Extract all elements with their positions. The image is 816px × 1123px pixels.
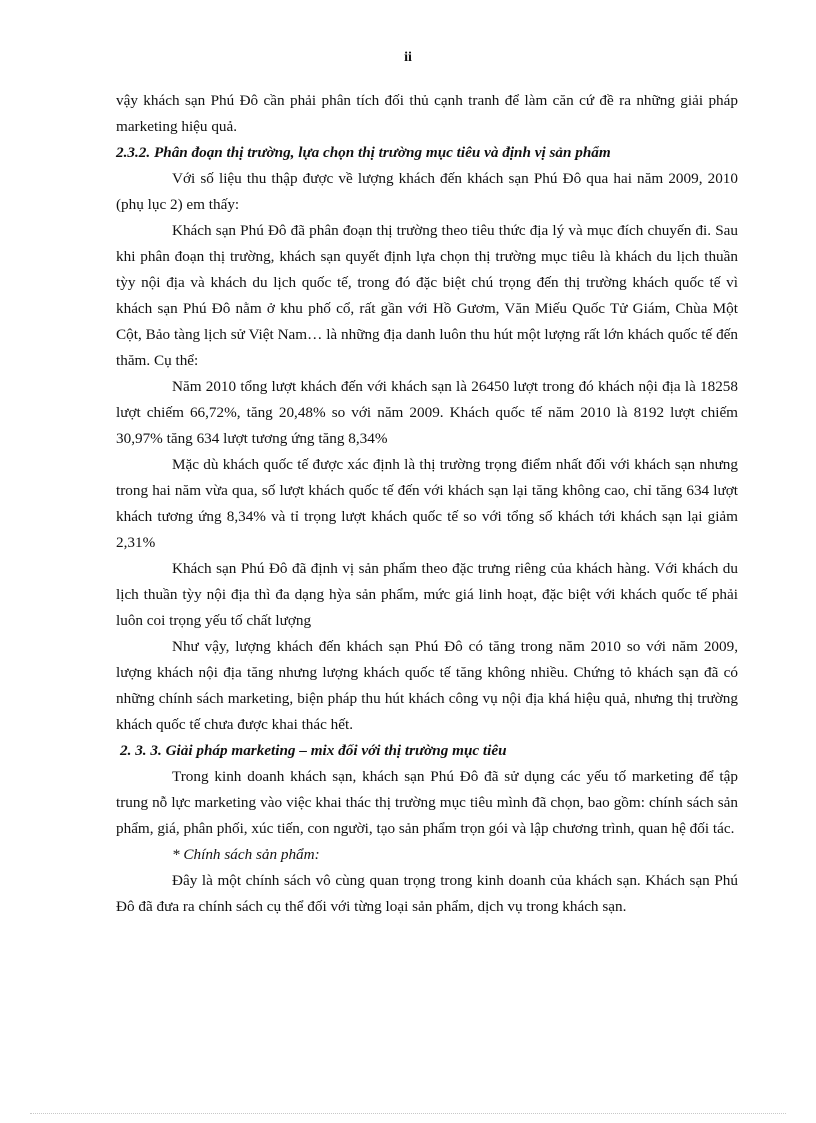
paragraph: Như vậy, lượng khách đến khách sạn Phú Đô có tăng trong năm 2010 so với năm 2009, lượng khách nội địa tăng nhưng lượng khách quốc tế tăng không nhiều. Chứng tỏ khách sạn đã có những chính sách marketing, biện pháp thu hút khách công vụ nội địa khá hiệu quả, nhưng thị trường khách quốc tế chưa được khai thác hết. — [116, 638, 738, 733]
paragraph: Khách sạn Phú Đô đã định vị sản phẩm theo đặc trưng riêng của khách hàng. Với khách du lịch thuần tỳy nội địa thì đa dạng hỳa sản phẩm, mức giá linh hoạt, đặc biệt với khách quốc tế phải luôn coi trọng yếu tố chất lượng — [116, 560, 738, 629]
subheading-product-policy: * Chính sách sản phẩm: — [172, 846, 320, 863]
document-body — [116, 88, 738, 920]
page-number: ii — [404, 50, 412, 65]
paragraph: Khách sạn Phú Đô đã phân đoạn thị trường theo tiêu thức địa lý và mục đích chuyến đi. Sau khi phân đoạn thị trường, khách sạn quyết định lựa chọn thị trường mục tiêu là khách du lịch thuần tỳy nội địa và khách du lịch quốc tế, trong đó đặc biệt chú trọng đến thị trường khách quốc tế vì khách sạn Phú Đô nằm ở khu phố cổ, rất gần với Hồ Gươm, Văn Miếu Quốc Tử Giám, Chùa Một Cột, Bảo tàng lịch sử Việt Nam… là những địa danh luôn thu hút một lượng rất lớn khách quốc tế đến thăm. Cụ thể: — [116, 222, 738, 369]
paragraph: Đây là một chính sách vô cùng quan trọng trong kinh doanh của khách sạn. Khách sạn Phú Đô đã đưa ra chính sách cụ thể đối với từng loại sản phẩm, dịch vụ trong khách sạn. — [116, 872, 738, 915]
section-heading-2-3-3: 2. 3. 3. Giải pháp marketing – mix đối với thị trường mục tiêu — [120, 742, 507, 759]
page-bottom-divider — [30, 1113, 786, 1114]
paragraph: Mặc dù khách quốc tế được xác định là thị trường trọng điểm nhất đối với khách sạn nhưng trong hai năm vừa qua, số lượt khách quốc tế đến với khách sạn lại tăng không cao, chỉ tăng 634 lượt khách tương ứng 8,34% và tỉ trọng lượt khách quốc tế so với tổng số khách tới khách sạn lại giảm 2,31% — [116, 456, 738, 551]
section-heading-2-3-2: 2.3.2. Phân đoạn thị trường, lựa chọn thị trường mục tiêu và định vị sản phẩm — [116, 144, 611, 161]
paragraph: Năm 2010 tổng lượt khách đến với khách sạn là 26450 lượt trong đó khách nội địa là 18258 lượt chiếm 66,72%, tăng 20,48% so với năm 2009. Khách quốc tế năm 2010 là 8192 lượt chiếm 30,97% tăng 634 lượt tương ứng tăng 8,34% — [116, 378, 738, 447]
paragraph: Với số liệu thu thập được về lượng khách đến khách sạn Phú Đô qua hai năm 2009, 2010 (phụ lục 2) em thấy: — [116, 170, 738, 213]
paragraph-intro: vậy khách sạn Phú Đô cần phải phân tích đối thủ cạnh tranh để làm căn cứ đề ra những giải pháp marketing hiệu quả. — [116, 92, 738, 135]
paragraph: Trong kinh doanh khách sạn, khách sạn Phú Đô đã sử dụng các yếu tố marketing để tập trung nỗ lực marketing vào việc khai thác thị trường mục tiêu mình đã chọn, bao gồm: chính sách sản phẩm, giá, phân phối, xúc tiến, con người, tạo sản phẩm trọn gói và lập chương trình, quan hệ đối tác. — [116, 768, 738, 837]
